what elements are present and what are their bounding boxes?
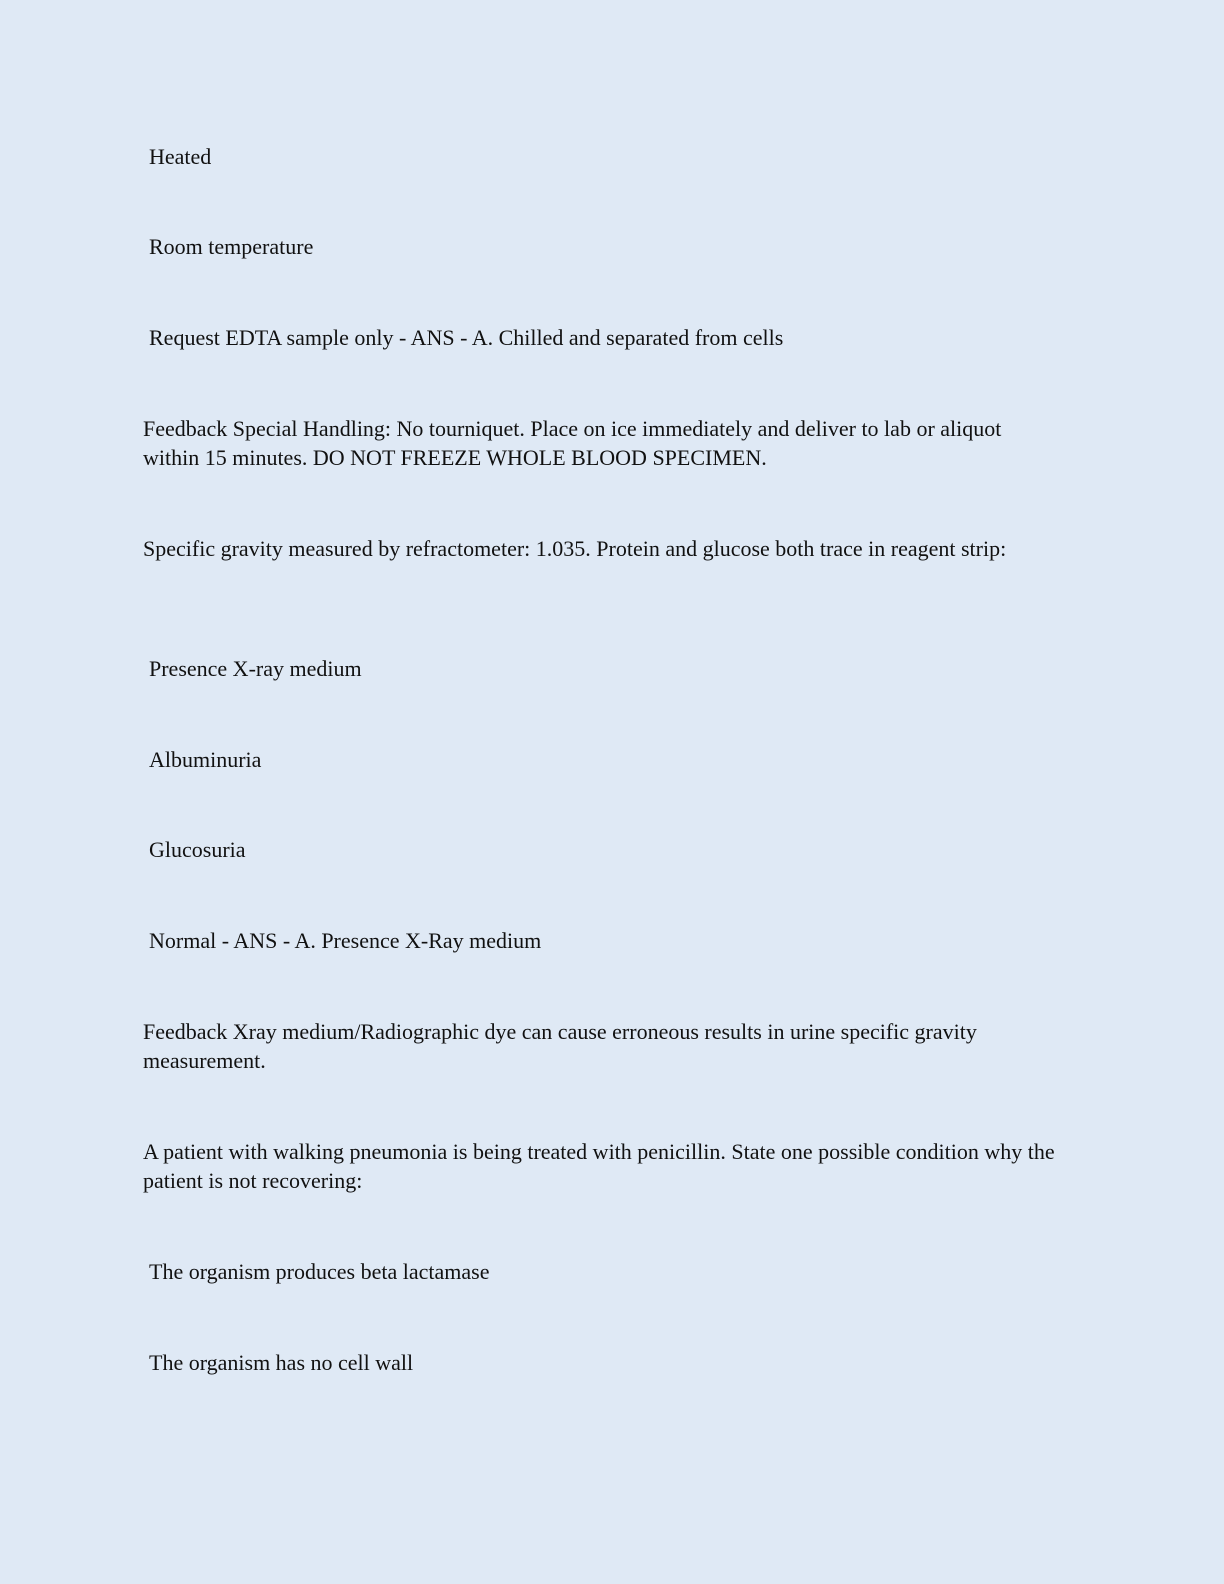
option-beta-lactamase: The organism produces beta lactamase	[149, 1259, 490, 1284]
question-walking-pneumonia: A patient with walking pneumonia is being treated with penicillin. State one possible condition why the patient is not recovering:	[143, 1139, 1055, 1193]
option-no-cell-wall: The organism has no cell wall	[149, 1350, 414, 1375]
option-glucosuria: Glucosuria	[149, 837, 246, 862]
option-normal-answer: Normal - ANS - A. Presence X-Ray medium	[149, 928, 542, 953]
option-presence-xray-medium: Presence X-ray medium	[149, 656, 362, 681]
feedback-xray-medium: Feedback Xray medium/Radiographic dye can cause erroneous results in urine specific gravity measurement.	[143, 1019, 977, 1073]
option-albuminuria: Albuminuria	[149, 747, 262, 772]
option-heated: Heated	[149, 144, 212, 169]
option-request-edta-answer: Request EDTA sample only - ANS - A. Chilled and separated from cells	[149, 325, 784, 350]
question-specific-gravity: Specific gravity measured by refractometer: 1.035. Protein and glucose both trace in reagent strip:	[143, 536, 1007, 561]
option-room-temperature: Room temperature	[149, 234, 314, 259]
feedback-special-handling: Feedback Special Handling: No tourniquet. Place on ice immediately and deliver to lab or aliquot within 15 minutes. DO NOT FREEZE WHOLE BLOOD SPECIMEN.	[143, 416, 1002, 470]
